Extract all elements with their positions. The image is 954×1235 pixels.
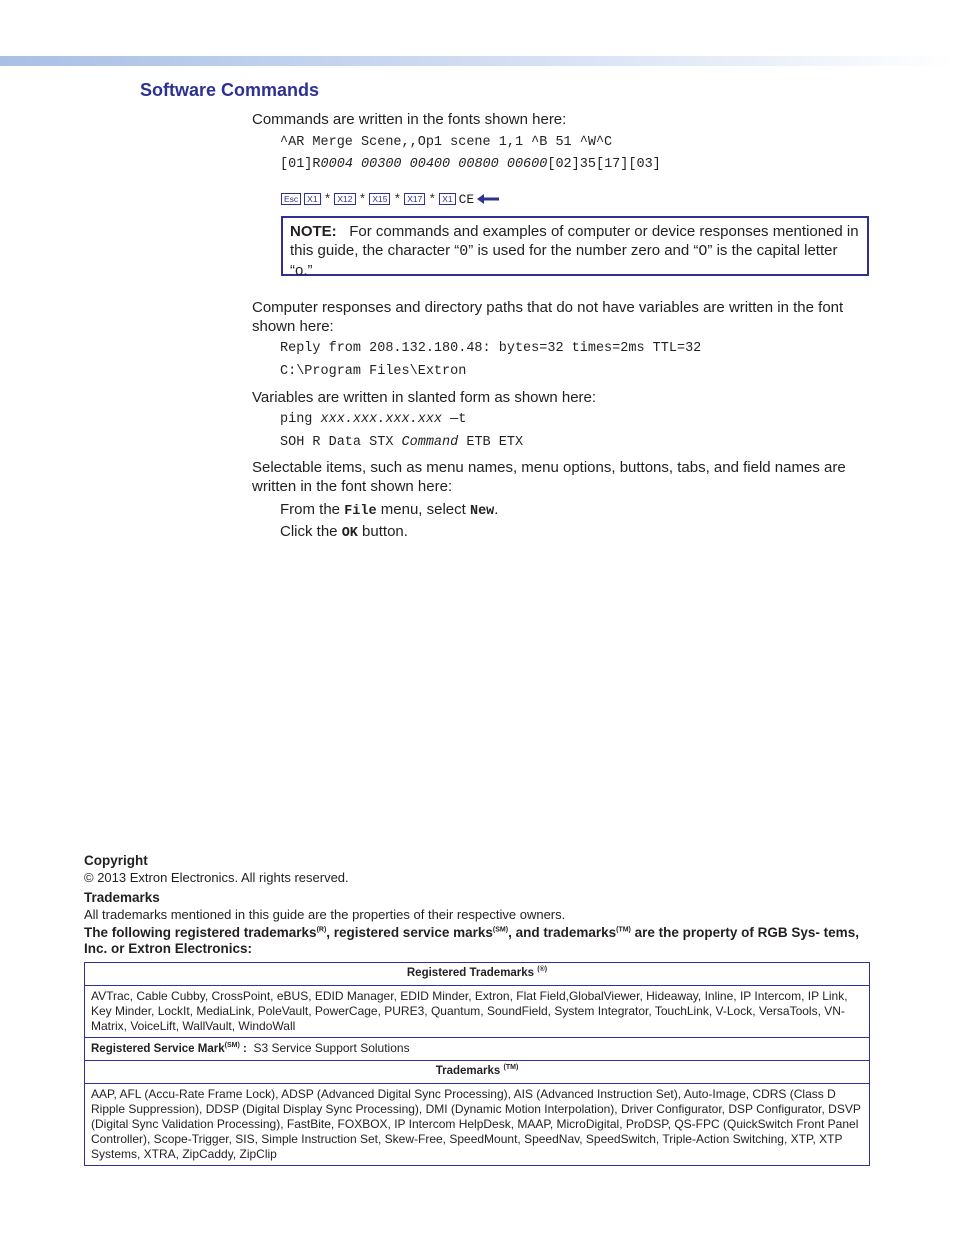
service-sup: (SM) [224, 1042, 240, 1050]
statement-d: are the property of RGB Sys- tems, Inc. or Extron Electronics: [84, 925, 859, 956]
statement-b: , registered service marks [326, 925, 493, 940]
left-arrow-icon [477, 194, 499, 204]
service-mark-label [91, 1043, 247, 1055]
page-title: Software Commands [140, 80, 320, 100]
key-sequence [281, 190, 499, 208]
command-example-2-start: [01]R [280, 157, 321, 172]
command-example-2-end: [02]35[17][03] [547, 157, 661, 172]
variable-example-2-a: SOH R Data STX [280, 435, 402, 450]
sel-1-menu: File [344, 504, 377, 519]
response-example: Reply from 208.132.180.48: bytes=32 times=2ms TTL=32 [280, 341, 702, 356]
statement-a: The following registered trademarks [84, 925, 317, 940]
registered-header-sup: (®) [537, 966, 548, 974]
statement-c: , and trademarks [508, 925, 617, 940]
sel-1-e: . [494, 501, 499, 518]
variable-example-2 [280, 434, 523, 452]
trademarks-heading: Trademarks [84, 890, 160, 905]
sel-1-a: From the [280, 501, 345, 518]
note-o-char: O [698, 243, 708, 260]
statement-sup-sm: (SM) [492, 926, 509, 934]
commands-intro: Commands are written in the fonts shown here: [252, 111, 567, 128]
trademarks-statement [84, 925, 859, 957]
key-box: Esc [281, 193, 301, 205]
table-row [85, 963, 870, 986]
trademarks-header-text: Trademarks [435, 1065, 501, 1077]
trademarks-header-sup: (TM) [503, 1064, 519, 1072]
table-row [85, 986, 870, 1038]
variable-example-2-c: ETB ETX [458, 435, 524, 450]
registered-trademarks-header [85, 963, 870, 986]
key-box: X15 [369, 193, 390, 205]
key-box: X1 [304, 193, 320, 205]
note-text-c: ” is the capital letter “o.” [290, 242, 838, 279]
note-box [281, 216, 869, 279]
command-example-2-variables: 0004 00300 00400 00800 00600 [320, 157, 548, 172]
key-separator: * [393, 191, 402, 207]
selectable-example-1 [280, 500, 498, 521]
sel-1-c: menu, select [376, 501, 470, 518]
variables-intro: Variables are written in slanted form as shown here: [252, 389, 597, 406]
sel-2-button: OK [341, 526, 358, 541]
service-label-text: Registered Service Mark [91, 1043, 225, 1055]
statement-sup-r: (R) [316, 926, 327, 934]
table-row [85, 1061, 870, 1084]
trademarks-header [85, 1061, 870, 1084]
table-row [85, 1038, 870, 1061]
registered-header-text: Registered Trademarks [406, 967, 535, 979]
key-suffix: CE [458, 191, 475, 207]
key-separator: * [358, 191, 367, 207]
service-colon: : [239, 1043, 247, 1055]
command-example-1: ^AR Merge Scene,,Op1 scene 1,1 ^B 51 ^W^C [280, 135, 613, 150]
service-mark-value: S3 Service Support Solutions [253, 1041, 410, 1055]
key-separator: * [428, 191, 437, 207]
trademarks-table [84, 962, 870, 1166]
variable-example-1 [280, 411, 466, 429]
variable-example-2-var: Command [401, 435, 459, 450]
note-text-b: ” is used for the number zero and “ [468, 242, 699, 259]
registered-trademarks-list: AVTrac, Cable Cubby, CrossPoint, eBUS, EDID Manager, EDID Minder, Extron, Flat Field,GlobalViewer, Hideaway, Inline, IP Intercom, IP Link, Key Minder, LockIt, MediaLink, PoleVault, PowerCage, PURE3, Quantum, SoundField, System Integrator, TouchLink, V-Lock, VersaTools, VN-Matrix, VoiceLift, WallVault, WindoWall [85, 986, 870, 1038]
copyright-heading: Copyright [84, 853, 148, 868]
selectable-example-2 [280, 522, 408, 543]
key-box: X12 [334, 193, 355, 205]
key-box: X1 [439, 193, 455, 205]
variable-example-1-a: ping [280, 412, 321, 427]
copyright-text: © 2013 Extron Electronics. All rights reserved. [84, 870, 349, 885]
trademarks-list: AAP, AFL (Accu-Rate Frame Lock), ADSP (Advanced Digital Sync Processing), AIS (Advanced Instruction Set), Auto-Image, CDRS (Class D Ripple Suppression), DDSP (Digital Display Sync Processing), DMI (Dynamic Motion Interpolation), Driver Configurator, DSP Configurator, DSVP (Digital Sync Validation Processing), FastBite, FOXBOX, IP Intercom HelpDesk, MAAP, MicroDigital, ProDSP, QS-FPC (QuickSwitch Front Panel Controller), Scope-Trigger, SIS, Simple Instruction Set, Skew-Free, SpeedMount, SpeedNav, SpeedSwitch, Triple-Action Switching, XTP, XTP Systems, XTRA, ZipCaddy, ZipClip [85, 1084, 870, 1166]
statement-sup-tm: (TM) [616, 926, 631, 934]
service-mark-row [85, 1038, 870, 1061]
note-text-a: For commands and examples of computer or device responses mentioned in this guide, the character “ [290, 223, 859, 259]
note-zero-char: 0 [459, 243, 469, 260]
command-example-2 [280, 156, 661, 174]
variable-example-1-c: —t [442, 412, 467, 427]
trademarks-text: All trademarks mentioned in this guide are the properties of their respective owners. [84, 907, 566, 922]
key-separator: * [323, 191, 332, 207]
sel-1-item: New [469, 504, 495, 519]
note-label: NOTE: [290, 223, 337, 240]
selectable-intro: Selectable items, such as menu names, menu options, buttons, tabs, and field names are written in the font shown here: [252, 459, 846, 495]
table-row [85, 1084, 870, 1166]
path-example: C:\Program Files\Extron [280, 364, 467, 379]
sel-2-a: Click the [280, 523, 342, 540]
responses-intro: Computer responses and directory paths that do not have variables are written in the font shown here: [252, 299, 844, 335]
variable-example-1-var: xxx.xxx.xxx.xxx [320, 412, 443, 427]
sel-2-c: button. [357, 523, 408, 540]
key-box: X17 [404, 193, 425, 205]
header-gradient-bar [0, 56, 954, 66]
